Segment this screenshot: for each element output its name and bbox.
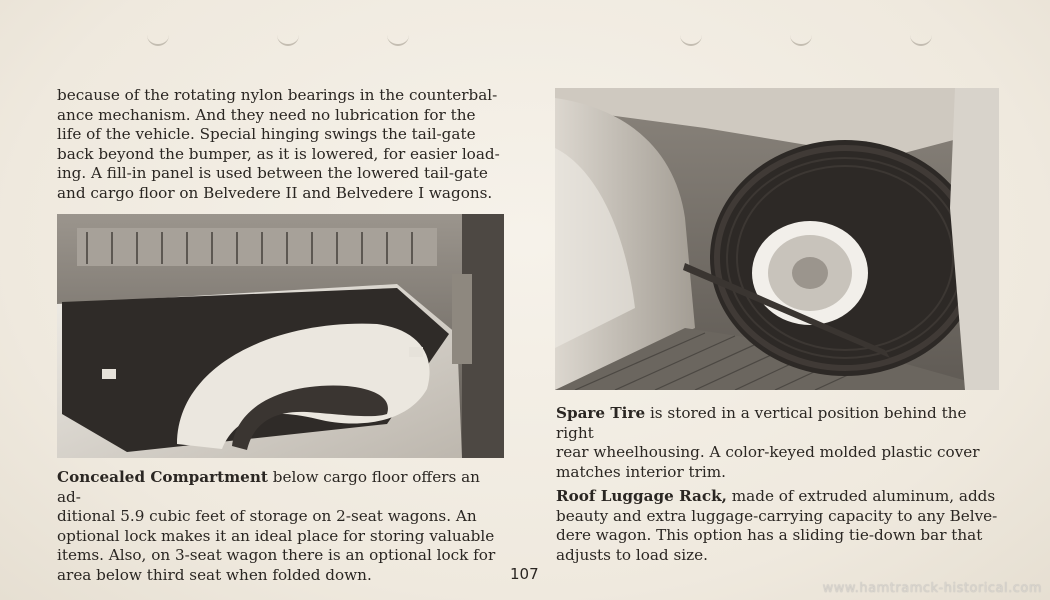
text-line: and cargo floor on Belvedere II and Belvedere I wagons. — [57, 183, 493, 202]
text-line: because of the rotating nylon bearings in the counterbal- — [57, 86, 498, 104]
spare-tire-illustration — [555, 88, 999, 390]
text-line: back beyond the bumper, as it is lowered, for easier load- — [57, 144, 500, 163]
text-line: ance mechanism. And they need no lubrication for the — [57, 105, 476, 124]
text-line: made of extruded aluminum, adds — [726, 487, 996, 505]
concealed-compartment-caption — [57, 468, 507, 585]
spare-tire-photo — [555, 88, 999, 390]
caption-heading: Concealed Compartment — [57, 468, 268, 486]
text-line: adjusts to load size. — [556, 545, 708, 564]
text-line: matches interior trim. — [556, 462, 726, 481]
watermark: www.hamtramck-historical.com — [822, 581, 1042, 596]
text-line: is stored in a vertical position behind the right — [556, 404, 967, 442]
text-line: ing. A fill-in panel is used between the lowered tail-gate — [57, 164, 488, 182]
text-line: life of the vehicle. Special hinging swings the tail-gate — [57, 125, 476, 143]
concealed-compartment-photo — [57, 214, 504, 458]
text-line: rear wheelhousing. A color-keyed molded plastic cover — [556, 443, 980, 461]
text-line: optional lock makes it an ideal place for storing valuable — [57, 526, 495, 545]
cargo-compartment-illustration — [57, 214, 504, 458]
intro-paragraph — [57, 86, 507, 203]
roof-rack-caption — [556, 487, 1006, 565]
text-line: area below third seat when folded down. — [57, 565, 372, 584]
spare-tire-caption — [556, 404, 1006, 482]
text-line: beauty and extra luggage-carrying capacity to any Belve- — [556, 506, 998, 525]
caption-heading: Roof Luggage Rack, — [556, 487, 727, 505]
page-number: 107 — [510, 565, 539, 583]
caption-heading: Spare Tire — [556, 404, 646, 422]
text-line: dere wagon. This option has a sliding tie-down bar that — [556, 526, 983, 544]
text-line: items. Also, on 3-seat wagon there is an optional lock for — [57, 546, 496, 564]
text-line: below cargo floor offers an ad- — [57, 468, 480, 506]
text-line: ditional 5.9 cubic feet of storage on 2-seat wagons. An — [57, 507, 477, 525]
